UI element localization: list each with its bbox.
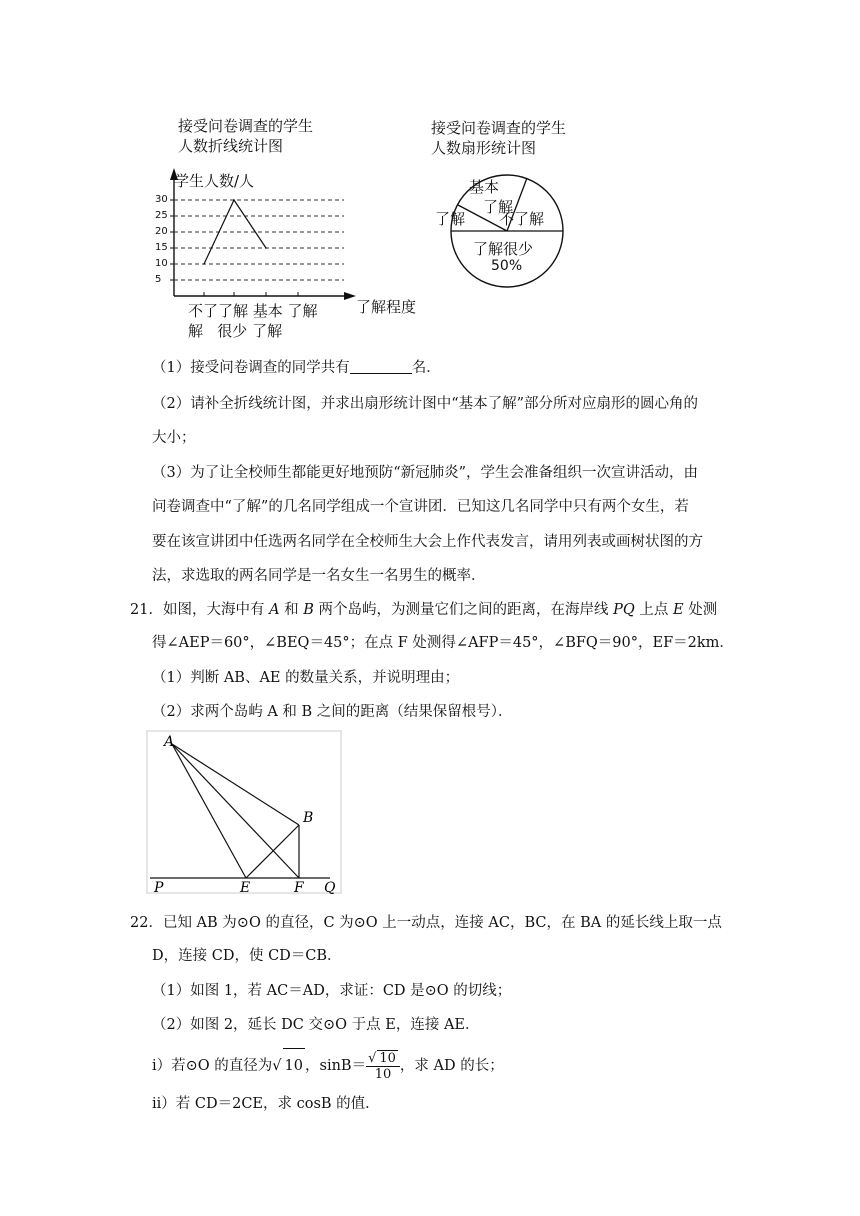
q22-i-pre: i）若⊙O 的直径为 bbox=[152, 1058, 273, 1074]
point-label-p: P bbox=[154, 880, 164, 896]
geometry-figure bbox=[146, 730, 342, 896]
q21-var-e: E bbox=[673, 602, 684, 618]
frac-sqrt-symbol: √ bbox=[368, 1051, 377, 1066]
q22-line2: D，连接 CD，使 CD＝CB． bbox=[152, 948, 342, 964]
point-label-a: A bbox=[164, 734, 175, 750]
q21-text-c: 上点 bbox=[634, 602, 674, 618]
q22-part2: （2）如图 2，延长 DC 交⊙O 于点 E，连接 AE． bbox=[152, 1017, 480, 1033]
pie-label-little: 了解很少 bbox=[473, 240, 534, 258]
pie-chart-title-2: 人数扇形统计图 bbox=[431, 139, 537, 157]
q20-part2-line1: （2）请补全折线统计图，并求出扇形统计图中“基本了解”部分所对应扇形的圆心角的 bbox=[152, 396, 699, 412]
data-point-0 bbox=[203, 263, 205, 265]
x-axis-label: 了解程度 bbox=[356, 298, 417, 316]
y-tick-label: 5 bbox=[155, 274, 162, 285]
q22-subpart-ii: ii）若 CD＝2CE，求 cosB 的值． bbox=[152, 1096, 380, 1112]
fraction-sqrt10-over-10 bbox=[366, 1050, 400, 1082]
q21-text-and: 和 bbox=[279, 602, 304, 618]
answer-blank[interactable] bbox=[350, 359, 412, 374]
x-category-row-1: 不了了解 基本 了解 bbox=[188, 302, 318, 320]
data-point-1 bbox=[233, 199, 235, 201]
pie-label-percent: 50% bbox=[491, 258, 523, 274]
q21-var-pq: PQ bbox=[613, 602, 635, 618]
data-point-2 bbox=[265, 247, 267, 249]
pie-chart-figure bbox=[425, 110, 595, 310]
q20-part3-line1: （3）为了让全校师生都能更好地预防“新冠肺炎”，学生会准备组织一次宣讲活动，由 bbox=[152, 465, 699, 481]
frac-numerator: 10 bbox=[379, 1051, 396, 1066]
q20-part1-post: 名． bbox=[411, 360, 441, 376]
pie-label-basic-1: 基本 bbox=[469, 178, 500, 196]
q21-part1: （1）判断 AB、AE 的数量关系，并说明理由； bbox=[152, 670, 460, 686]
y-tick-label: 15 bbox=[155, 242, 168, 253]
point-label-q: Q bbox=[324, 880, 336, 896]
point-label-e: E bbox=[240, 880, 251, 896]
q20-part1-pre: （1）接受问卷调查的同学共有 bbox=[152, 360, 350, 376]
pie-chart-title-1: 接受问卷调查的学生 bbox=[431, 119, 567, 137]
q22-line1: 22．已知 AB 为⊙O 的直径，C 为⊙O 上一动点，连接 AC，BC，在 BA 的延长线上取一点 bbox=[130, 915, 722, 931]
pie-label-basic-2: 了解 bbox=[483, 198, 514, 216]
q21-text-a: 21．如图，大海中有 bbox=[130, 602, 270, 618]
x-category-row-2: 解 很少 了解 bbox=[188, 322, 283, 340]
q21-part2: （2）求两个岛屿 A 和 B 之间的距离（结果保留根号）． bbox=[152, 704, 513, 720]
q22-i-post: ，求 AD 的长； bbox=[399, 1058, 504, 1074]
q22-i-mid: ，sinB＝ bbox=[305, 1058, 367, 1074]
point-label-b: B bbox=[303, 810, 314, 826]
q21-var-b: B bbox=[303, 602, 314, 618]
x-axis-arrow bbox=[344, 292, 356, 300]
pie-label-understand: 了解 bbox=[435, 210, 466, 228]
q21-line2: 得∠AEP＝60°，∠BEQ＝45°；在点 F 处测得∠AFP＝45°，∠BFQ＝90°，EF＝2km． bbox=[152, 635, 734, 651]
q21-text-d: 处测 bbox=[683, 602, 718, 618]
line-chart-figure bbox=[150, 110, 420, 348]
series-line bbox=[204, 200, 266, 264]
frac-denominator: 10 bbox=[374, 1067, 392, 1082]
y-tick-label: 25 bbox=[155, 210, 168, 221]
line-chart-title-1: 接受问卷调查的学生 bbox=[178, 117, 314, 135]
q22-subpart-i bbox=[152, 1048, 504, 1083]
q20-part3-line2: 问卷调查中“了解”的几名同学组成一个宣讲团．已知这几名同学中只有两个女生，若 bbox=[152, 499, 689, 515]
y-tick-label: 20 bbox=[155, 226, 168, 237]
q20-part3-line4: 法，求选取的两名同学是一名女生一名男生的概率． bbox=[152, 568, 486, 584]
y-tick-label: 30 bbox=[155, 194, 168, 205]
q22-part1: （1）如图 1，若 AC＝AD，求证：CD 是⊙O 的切线； bbox=[152, 983, 512, 999]
sqrt-symbol: √ bbox=[272, 1058, 282, 1074]
pie-label-notknow: 不了解 bbox=[499, 210, 545, 228]
q20-part1 bbox=[152, 358, 441, 378]
point-label-f: F bbox=[294, 880, 304, 896]
q21-var-a: A bbox=[269, 602, 280, 618]
y-tick-label: 10 bbox=[155, 258, 168, 269]
y-axis-label: 学生人数/人 bbox=[174, 172, 255, 190]
line-chart-title-2: 人数折线统计图 bbox=[178, 137, 284, 155]
sqrt-10: 10 bbox=[283, 1048, 305, 1083]
q21-text-b: 两个岛屿，为测量它们之间的距离，在海岸线 bbox=[313, 602, 614, 618]
q20-part3-line3: 要在该宣讲团中任选两名同学在全校师生大会上作代表发言，请用列表或画树状图的方 bbox=[152, 534, 703, 550]
q20-part2-line2: 大小； bbox=[152, 430, 196, 446]
segment-ab bbox=[172, 744, 299, 825]
q21-line1 bbox=[130, 600, 717, 620]
